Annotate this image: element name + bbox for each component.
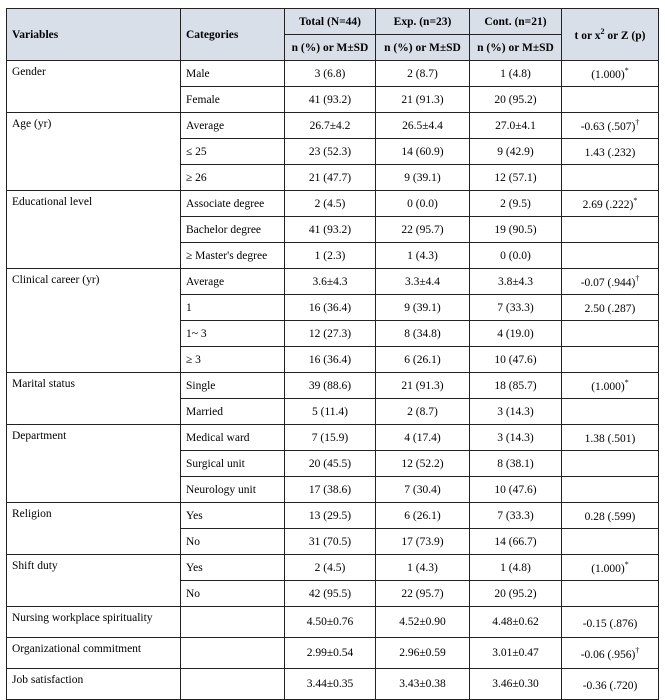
cont-cell: 3.46±0.30 bbox=[470, 669, 562, 700]
statistic-cell bbox=[562, 529, 659, 555]
subheader-cont: n (%) or M±SD bbox=[470, 35, 562, 61]
category-cell: ≥ Master's degree bbox=[181, 243, 285, 269]
exp-cell: 2 (8.7) bbox=[376, 61, 470, 87]
statistic-footnote-mark: † bbox=[635, 274, 640, 284]
table-body bbox=[7, 61, 659, 700]
statistic-cell bbox=[562, 217, 659, 243]
statistic-value: (1.000) bbox=[591, 380, 625, 393]
cont-cell: 7 (33.3) bbox=[470, 503, 562, 529]
statistic-value: 1.43 (.232) bbox=[584, 146, 636, 159]
category-cell: 1 bbox=[181, 295, 285, 321]
statistic-cell bbox=[562, 87, 659, 113]
cont-cell: 7 (33.3) bbox=[470, 295, 562, 321]
cont-cell: 3.01±0.47 bbox=[470, 638, 562, 669]
table-row bbox=[7, 269, 659, 295]
variable-cell: Marital status bbox=[7, 373, 181, 425]
statistic-footnote-mark: † bbox=[635, 645, 640, 655]
cont-cell: 20 (95.2) bbox=[470, 87, 562, 113]
table-row bbox=[7, 669, 659, 700]
statistic-footnote-mark: * bbox=[624, 378, 629, 388]
total-cell: 3 (6.8) bbox=[285, 61, 376, 87]
category-cell: Married bbox=[181, 399, 285, 425]
category-cell: 1~ 3 bbox=[181, 321, 285, 347]
cont-cell: 10 (47.6) bbox=[470, 347, 562, 373]
statistic-cell bbox=[562, 295, 659, 321]
statistic-cell bbox=[562, 243, 659, 269]
variable-cell: Shift duty bbox=[7, 555, 181, 607]
statistic-cell bbox=[562, 451, 659, 477]
statistic-cell bbox=[562, 113, 659, 139]
cont-cell: 1 (4.8) bbox=[470, 555, 562, 581]
table-row bbox=[7, 555, 659, 581]
cont-cell: 20 (95.2) bbox=[470, 581, 562, 607]
header-total: Total (N=44) bbox=[285, 9, 376, 35]
subheader-exp: n (%) or M±SD bbox=[376, 35, 470, 61]
table-row bbox=[7, 425, 659, 451]
total-cell: 26.7±4.2 bbox=[285, 113, 376, 139]
statistic-cell bbox=[562, 321, 659, 347]
total-cell: 20 (45.5) bbox=[285, 451, 376, 477]
cont-cell: 3 (14.3) bbox=[470, 425, 562, 451]
exp-cell: 9 (39.1) bbox=[376, 295, 470, 321]
exp-cell: 0 (0.0) bbox=[376, 191, 470, 217]
table-row bbox=[7, 191, 659, 217]
category-cell: Female bbox=[181, 87, 285, 113]
statistic-footnote-mark: † bbox=[635, 118, 640, 128]
exp-cell: 12 (52.2) bbox=[376, 451, 470, 477]
cont-cell: 4.48±0.62 bbox=[470, 607, 562, 638]
category-cell bbox=[181, 607, 285, 638]
category-cell: Average bbox=[181, 113, 285, 139]
statistic-value: -0.15 (.876) bbox=[582, 617, 638, 630]
exp-cell: 8 (34.8) bbox=[376, 321, 470, 347]
statistic-cell bbox=[562, 373, 659, 399]
statistic-cell bbox=[562, 191, 659, 217]
statistic-cell bbox=[562, 669, 659, 700]
cont-cell: 8 (38.1) bbox=[470, 451, 562, 477]
variable-cell: Nursing workplace spirituality bbox=[7, 607, 181, 638]
table-row bbox=[7, 61, 659, 87]
statistic-cell bbox=[562, 607, 659, 638]
subheader-total: n (%) or M±SD bbox=[285, 35, 376, 61]
total-cell: 23 (52.3) bbox=[285, 139, 376, 165]
exp-cell: 1 (4.3) bbox=[376, 243, 470, 269]
category-cell: Average bbox=[181, 269, 285, 295]
variable-cell: Age (yr) bbox=[7, 113, 181, 191]
exp-cell: 2 (8.7) bbox=[376, 399, 470, 425]
category-cell: Yes bbox=[181, 555, 285, 581]
exp-cell: 9 (39.1) bbox=[376, 165, 470, 191]
exp-cell: 7 (30.4) bbox=[376, 477, 470, 503]
statistic-cell bbox=[562, 61, 659, 87]
total-cell: 41 (93.2) bbox=[285, 217, 376, 243]
statistic-cell bbox=[562, 269, 659, 295]
category-cell: No bbox=[181, 529, 285, 555]
total-cell: 1 (2.3) bbox=[285, 243, 376, 269]
statistic-cell bbox=[562, 347, 659, 373]
cont-cell: 0 (0.0) bbox=[470, 243, 562, 269]
table-row bbox=[7, 638, 659, 669]
exp-cell: 21 (91.3) bbox=[376, 87, 470, 113]
category-cell: Male bbox=[181, 61, 285, 87]
total-cell: 16 (36.4) bbox=[285, 295, 376, 321]
statistic-cell bbox=[562, 425, 659, 451]
total-cell: 3.6±4.3 bbox=[285, 269, 376, 295]
table-row bbox=[7, 607, 659, 638]
cont-cell: 19 (90.5) bbox=[470, 217, 562, 243]
variable-cell: Organizational commitment bbox=[7, 638, 181, 669]
cont-cell: 3 (14.3) bbox=[470, 399, 562, 425]
total-cell: 39 (88.6) bbox=[285, 373, 376, 399]
table-row bbox=[7, 503, 659, 529]
exp-cell: 3.43±0.38 bbox=[376, 669, 470, 700]
statistic-value: 1.38 (.501) bbox=[584, 432, 636, 445]
statistic-cell bbox=[562, 555, 659, 581]
variable-cell: Gender bbox=[7, 61, 181, 113]
category-cell: ≤ 25 bbox=[181, 139, 285, 165]
category-cell bbox=[181, 669, 285, 700]
variable-cell: Job satisfaction bbox=[7, 669, 181, 700]
cont-cell: 27.0±4.1 bbox=[470, 113, 562, 139]
statistic-cell bbox=[562, 638, 659, 669]
total-cell: 7 (15.9) bbox=[285, 425, 376, 451]
category-cell: Yes bbox=[181, 503, 285, 529]
total-cell: 2.99±0.54 bbox=[285, 638, 376, 669]
statistic-cell bbox=[562, 581, 659, 607]
exp-cell: 6 (26.1) bbox=[376, 347, 470, 373]
category-cell: Surgical unit bbox=[181, 451, 285, 477]
cont-cell: 1 (4.8) bbox=[470, 61, 562, 87]
exp-cell: 4 (17.4) bbox=[376, 425, 470, 451]
statistic-cell bbox=[562, 139, 659, 165]
category-cell: Associate degree bbox=[181, 191, 285, 217]
exp-cell: 22 (95.7) bbox=[376, 217, 470, 243]
total-cell: 13 (29.5) bbox=[285, 503, 376, 529]
header-categories: Categories bbox=[181, 9, 285, 61]
exp-cell: 14 (60.9) bbox=[376, 139, 470, 165]
total-cell: 17 (38.6) bbox=[285, 477, 376, 503]
statistic-footnote-mark: * bbox=[633, 196, 638, 206]
statistic-cell bbox=[562, 165, 659, 191]
header-cont: Cont. (n=21) bbox=[470, 9, 562, 35]
table-row bbox=[7, 113, 659, 139]
category-cell bbox=[181, 638, 285, 669]
exp-cell: 22 (95.7) bbox=[376, 581, 470, 607]
total-cell: 16 (36.4) bbox=[285, 347, 376, 373]
cont-cell: 12 (57.1) bbox=[470, 165, 562, 191]
total-cell: 3.44±0.35 bbox=[285, 669, 376, 700]
total-cell: 2 (4.5) bbox=[285, 191, 376, 217]
cont-cell: 3.8±4.3 bbox=[470, 269, 562, 295]
total-cell: 2 (4.5) bbox=[285, 555, 376, 581]
exp-cell: 1 (4.3) bbox=[376, 555, 470, 581]
header-statistic: t or $x^2$ or Z (p) bbox=[562, 9, 659, 61]
cont-cell: 2 (9.5) bbox=[470, 191, 562, 217]
variable-cell: Department bbox=[7, 425, 181, 503]
exp-cell: 6 (26.1) bbox=[376, 503, 470, 529]
header-exp: Exp. (n=23) bbox=[376, 9, 470, 35]
category-cell: ≥ 3 bbox=[181, 347, 285, 373]
total-cell: 42 (95.5) bbox=[285, 581, 376, 607]
total-cell: 21 (47.7) bbox=[285, 165, 376, 191]
variable-cell: Religion bbox=[7, 503, 181, 555]
exp-cell: 17 (73.9) bbox=[376, 529, 470, 555]
cont-cell: 10 (47.6) bbox=[470, 477, 562, 503]
statistic-value: 0.28 (.599) bbox=[584, 510, 636, 523]
category-cell: Single bbox=[181, 373, 285, 399]
exp-cell: 2.96±0.59 bbox=[376, 638, 470, 669]
cont-cell: 18 (85.7) bbox=[470, 373, 562, 399]
category-cell: No bbox=[181, 581, 285, 607]
total-cell: 31 (70.5) bbox=[285, 529, 376, 555]
exp-cell: 21 (91.3) bbox=[376, 373, 470, 399]
statistic-value: -0.07 (.944) bbox=[580, 276, 636, 289]
category-cell: Neurology unit bbox=[181, 477, 285, 503]
total-cell: 5 (11.4) bbox=[285, 399, 376, 425]
category-cell: ≥ 26 bbox=[181, 165, 285, 191]
statistic-footnote-mark: * bbox=[624, 66, 629, 76]
cont-cell: 4 (19.0) bbox=[470, 321, 562, 347]
header-variables: Variables bbox=[7, 9, 181, 61]
statistic-value: 2.69 (.222) bbox=[582, 198, 634, 211]
demographics-table bbox=[6, 8, 659, 700]
exp-cell: 26.5±4.4 bbox=[376, 113, 470, 139]
statistic-value: -0.06 (.956) bbox=[580, 648, 636, 661]
statistic-cell bbox=[562, 399, 659, 425]
exp-cell: 4.52±0.90 bbox=[376, 607, 470, 638]
statistic-cell bbox=[562, 503, 659, 529]
variable-cell: Clinical career (yr) bbox=[7, 269, 181, 373]
table-row bbox=[7, 373, 659, 399]
total-cell: 4.50±0.76 bbox=[285, 607, 376, 638]
total-cell: 12 (27.3) bbox=[285, 321, 376, 347]
statistic-value: (1.000) bbox=[591, 68, 625, 81]
exp-cell: 3.3±4.4 bbox=[376, 269, 470, 295]
cont-cell: 14 (66.7) bbox=[470, 529, 562, 555]
variable-cell: Educational level bbox=[7, 191, 181, 269]
statistic-value: -0.36 (.720) bbox=[582, 679, 638, 692]
statistic-value: -0.63 (.507) bbox=[580, 120, 636, 133]
category-cell: Medical ward bbox=[181, 425, 285, 451]
category-cell: Bachelor degree bbox=[181, 217, 285, 243]
cont-cell: 9 (42.9) bbox=[470, 139, 562, 165]
statistic-value: (1.000) bbox=[591, 562, 625, 575]
statistic-footnote-mark: * bbox=[624, 560, 629, 570]
total-cell: 41 (93.2) bbox=[285, 87, 376, 113]
statistic-value: 2.50 (.287) bbox=[584, 302, 636, 315]
statistic-cell bbox=[562, 477, 659, 503]
